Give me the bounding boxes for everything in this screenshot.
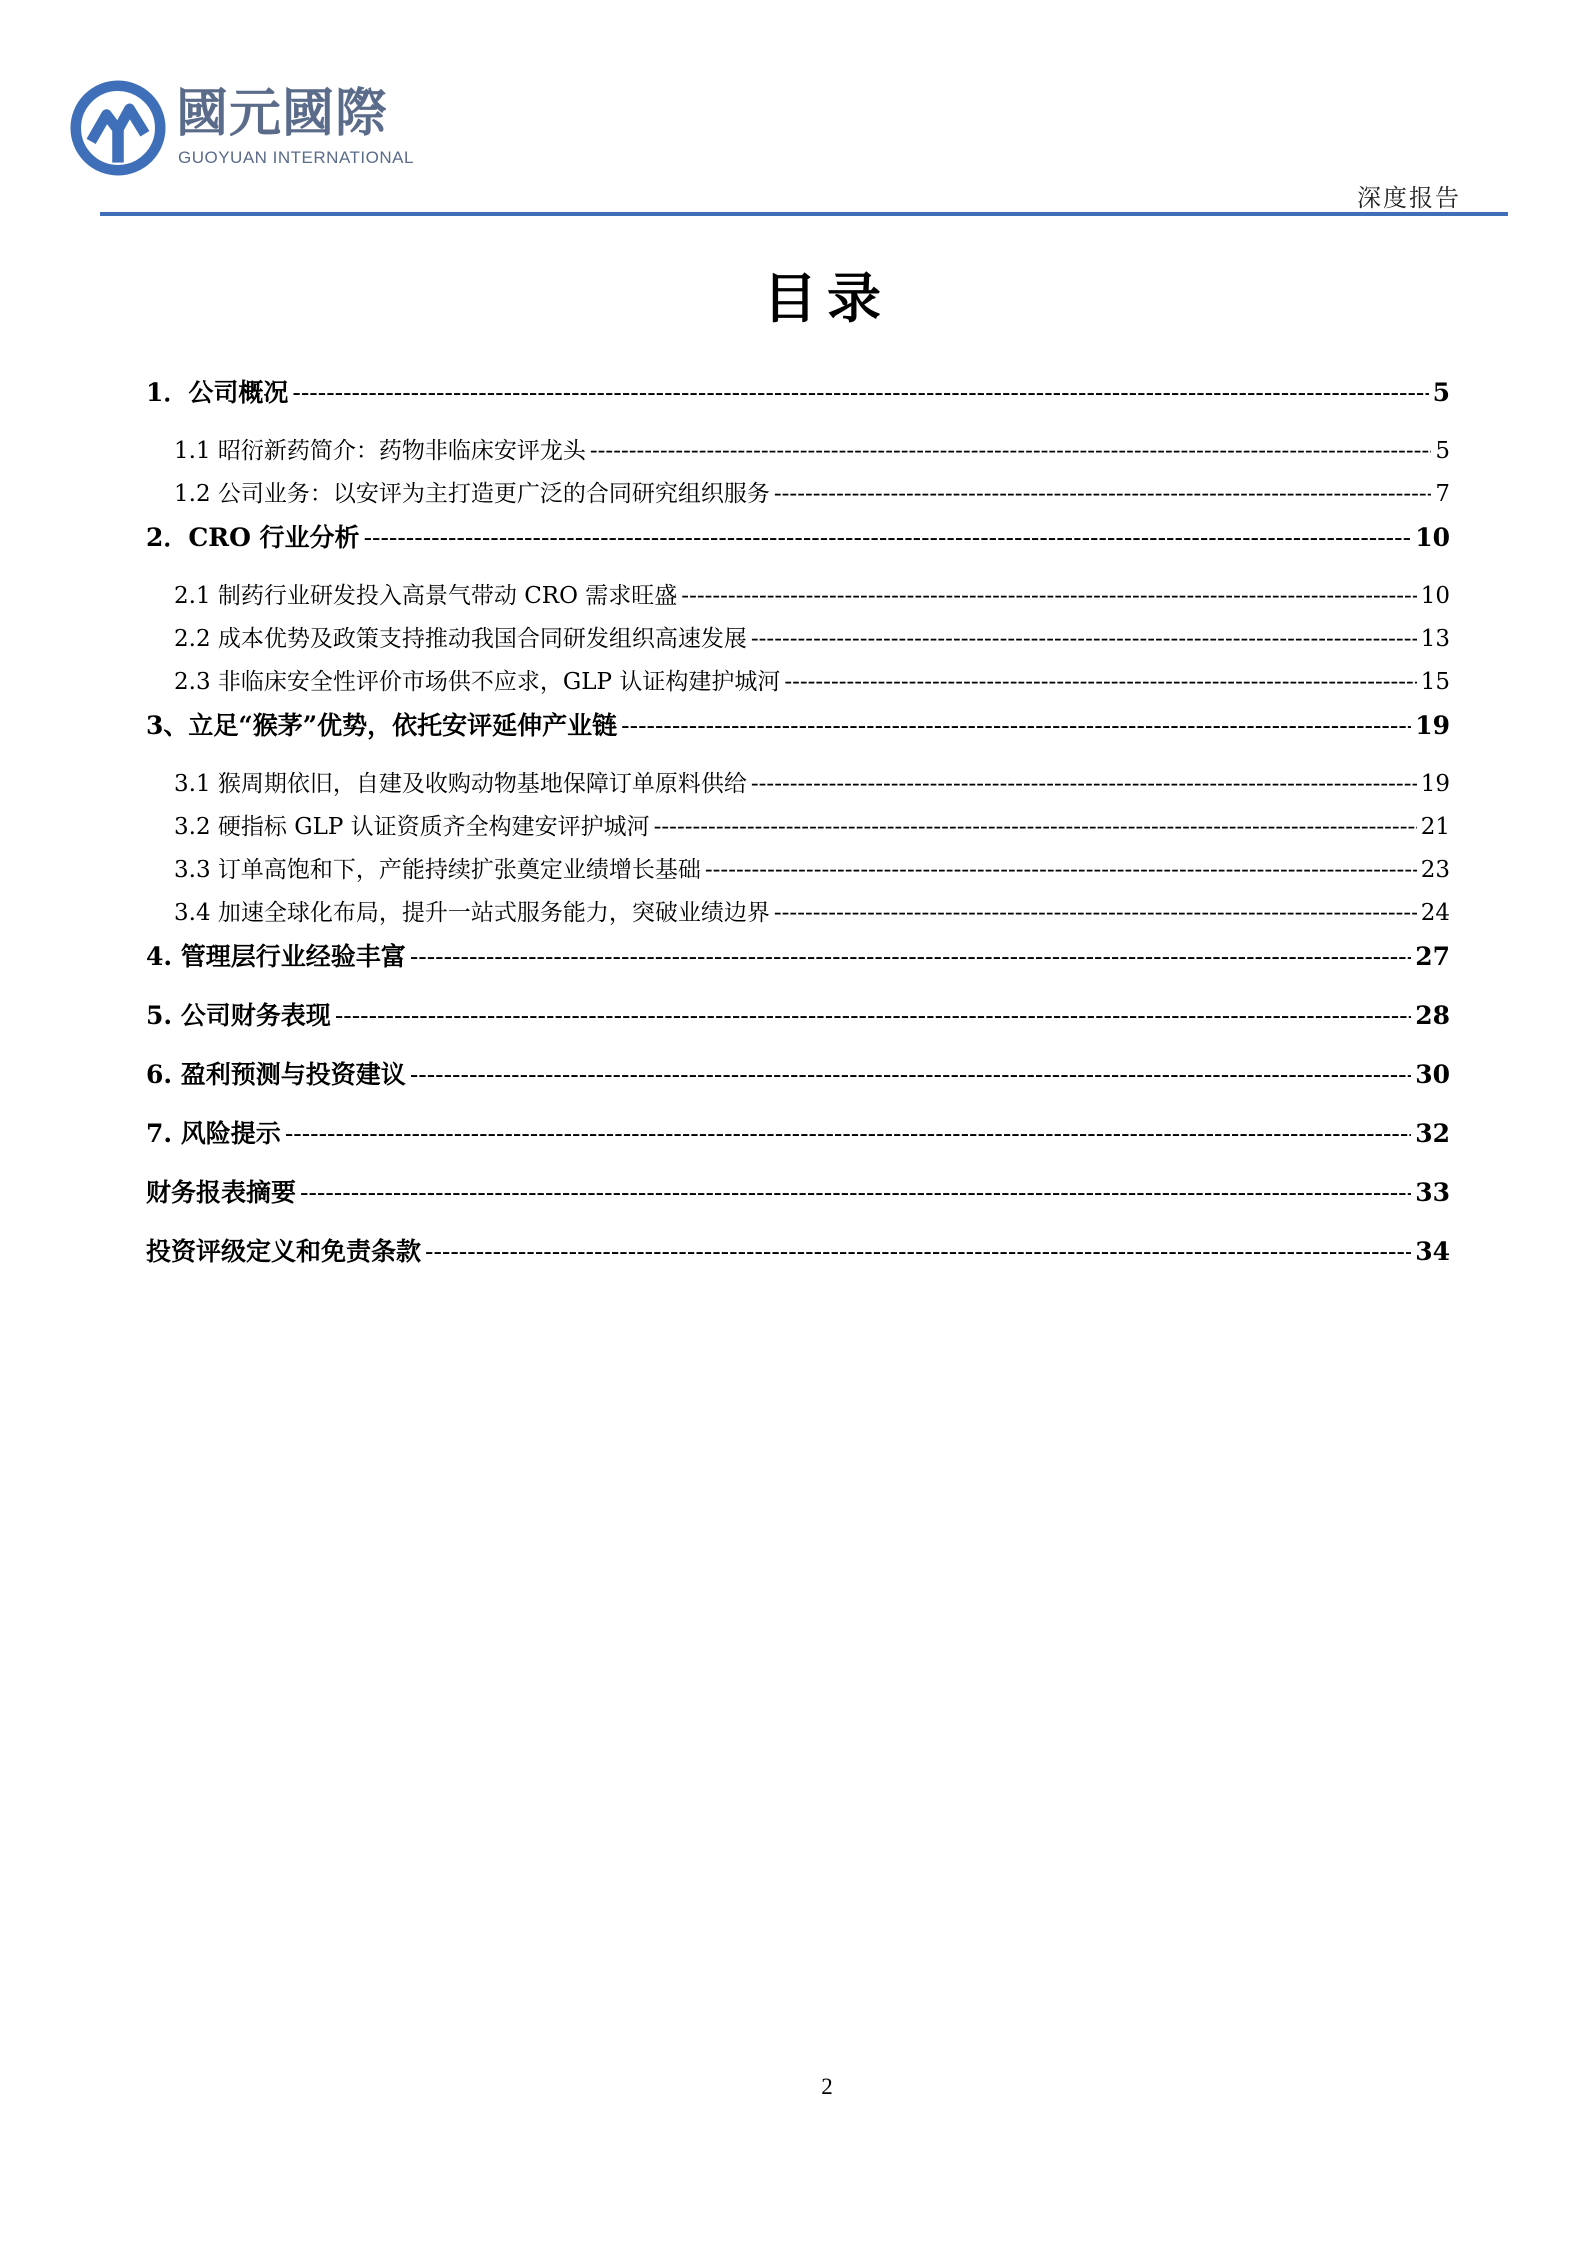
toc-entry-title: 2.1 制药行业研发投入高景气带动 CRO 需求旺盛 xyxy=(174,583,678,609)
toc-entry-page: 21 xyxy=(1420,814,1450,840)
toc-entry-title: 3.3 订单高饱和下，产能持续扩张奠定业绩增长基础 xyxy=(174,857,701,883)
toc-leader-dashes xyxy=(654,814,1417,840)
toc-entry-page: 27 xyxy=(1415,942,1450,971)
toc-entry-title: 财务报表摘要 xyxy=(146,1178,297,1207)
toc-entry-page: 34 xyxy=(1415,1237,1450,1266)
toc-section-entry[interactable] xyxy=(146,1232,1450,1291)
toc-section-entry[interactable] xyxy=(146,1055,1450,1114)
toc-leader-dashes xyxy=(590,438,1431,464)
toc-subsection-entry[interactable] xyxy=(146,432,1450,475)
company-logo xyxy=(70,80,430,180)
page-number: 2 xyxy=(821,2074,833,2099)
toc-entry-title: 2．CRO 行业分析 xyxy=(146,523,360,552)
header-divider xyxy=(100,212,1508,216)
toc-section-entry[interactable] xyxy=(146,996,1450,1055)
toc-entry-page: 5 xyxy=(1435,438,1450,464)
toc-entry-page: 10 xyxy=(1415,523,1450,552)
toc-entry-title: 3.2 硬指标 GLP 认证资质齐全构建安评护城河 xyxy=(174,814,650,840)
toc-entry-title: 4. 管理层行业经验丰富 xyxy=(146,942,406,971)
toc-leader-dashes xyxy=(300,1178,1411,1207)
toc-entry-title: 1．公司概况 xyxy=(146,378,289,407)
toc-subsection-entry[interactable] xyxy=(146,577,1450,620)
logo-english-name: GUOYUAN INTERNATIONAL xyxy=(178,148,414,167)
toc-entry-title: 1.2 公司业务：以安评为主打造更广泛的合同研究组织服务 xyxy=(174,481,770,507)
toc-leader-dashes xyxy=(335,1001,1411,1030)
toc-entry-title: 2.3 非临床安全性评价市场供不应求，GLP 认证构建护城河 xyxy=(174,669,781,695)
toc-leader-dashes xyxy=(705,857,1417,883)
toc-entry-title: 3.1 猴周期依旧，自建及收购动物基地保障订单原料供给 xyxy=(174,771,747,797)
toc-title: 目录 xyxy=(763,267,891,330)
toc-entry-title: 7. 风险提示 xyxy=(146,1119,281,1148)
toc-entry-page: 15 xyxy=(1420,669,1450,695)
toc-entry-title: 3、立足“猴茅”优势，依托安评延伸产业链 xyxy=(146,711,618,740)
toc-subsection-entry[interactable] xyxy=(146,620,1450,663)
toc-section-entry[interactable] xyxy=(146,518,1450,577)
toc-subsection-entry[interactable] xyxy=(146,765,1450,808)
toc-entry-title: 5. 公司财务表现 xyxy=(146,1001,331,1030)
toc-entry-page: 5 xyxy=(1432,378,1450,407)
toc-leader-dashes xyxy=(681,583,1416,609)
report-type-label: 深度报告 xyxy=(1357,184,1461,212)
toc-subsection-entry[interactable] xyxy=(146,475,1450,518)
toc-entry-page: 28 xyxy=(1415,1001,1450,1030)
toc-entry-page: 19 xyxy=(1420,771,1450,797)
toc-entry-title: 6. 盈利预测与投资建议 xyxy=(146,1060,406,1089)
toc-leader-dashes xyxy=(410,942,1411,971)
toc-entry-page: 19 xyxy=(1415,711,1450,740)
toc-entry-title: 2.2 成本优势及政策支持推动我国合同研发组织高速发展 xyxy=(174,626,747,652)
logo-chinese-name: 國元國際 xyxy=(176,84,389,144)
table-of-contents xyxy=(146,373,1450,1291)
toc-leader-dashes xyxy=(784,669,1416,695)
toc-entry-page: 32 xyxy=(1415,1119,1450,1148)
toc-leader-dashes xyxy=(410,1060,1411,1089)
toc-entry-page: 33 xyxy=(1415,1178,1450,1207)
toc-section-entry[interactable] xyxy=(146,706,1450,765)
toc-leader-dashes xyxy=(751,771,1417,797)
toc-entry-page: 24 xyxy=(1420,900,1450,926)
toc-entry-title: 投资评级定义和免责条款 xyxy=(146,1237,422,1266)
toc-entry-title: 3.4 加速全球化布局，提升一站式服务能力，突破业绩边界 xyxy=(174,900,770,926)
guoyuan-logo-icon xyxy=(70,80,166,176)
toc-leader-dashes xyxy=(774,481,1431,507)
toc-entry-page: 7 xyxy=(1435,481,1450,507)
toc-leader-dashes xyxy=(364,523,1412,552)
toc-leader-dashes xyxy=(751,626,1417,652)
toc-leader-dashes xyxy=(285,1119,1411,1148)
toc-section-entry[interactable] xyxy=(146,373,1450,432)
toc-entry-page: 10 xyxy=(1420,583,1450,609)
toc-subsection-entry[interactable] xyxy=(146,894,1450,937)
toc-leader-dashes xyxy=(621,711,1411,740)
toc-leader-dashes xyxy=(425,1237,1411,1266)
toc-section-entry[interactable] xyxy=(146,1173,1450,1232)
toc-leader-dashes xyxy=(292,378,1428,407)
toc-leader-dashes xyxy=(774,900,1417,926)
toc-entry-page: 30 xyxy=(1415,1060,1450,1089)
toc-entry-title: 1.1 昭衍新药简介：药物非临床安评龙头 xyxy=(174,438,586,464)
toc-entry-page: 13 xyxy=(1420,626,1450,652)
toc-section-entry[interactable] xyxy=(146,937,1450,996)
toc-subsection-entry[interactable] xyxy=(146,808,1450,851)
toc-subsection-entry[interactable] xyxy=(146,663,1450,706)
toc-subsection-entry[interactable] xyxy=(146,851,1450,894)
toc-section-entry[interactable] xyxy=(146,1114,1450,1173)
toc-entry-page: 23 xyxy=(1420,857,1450,883)
